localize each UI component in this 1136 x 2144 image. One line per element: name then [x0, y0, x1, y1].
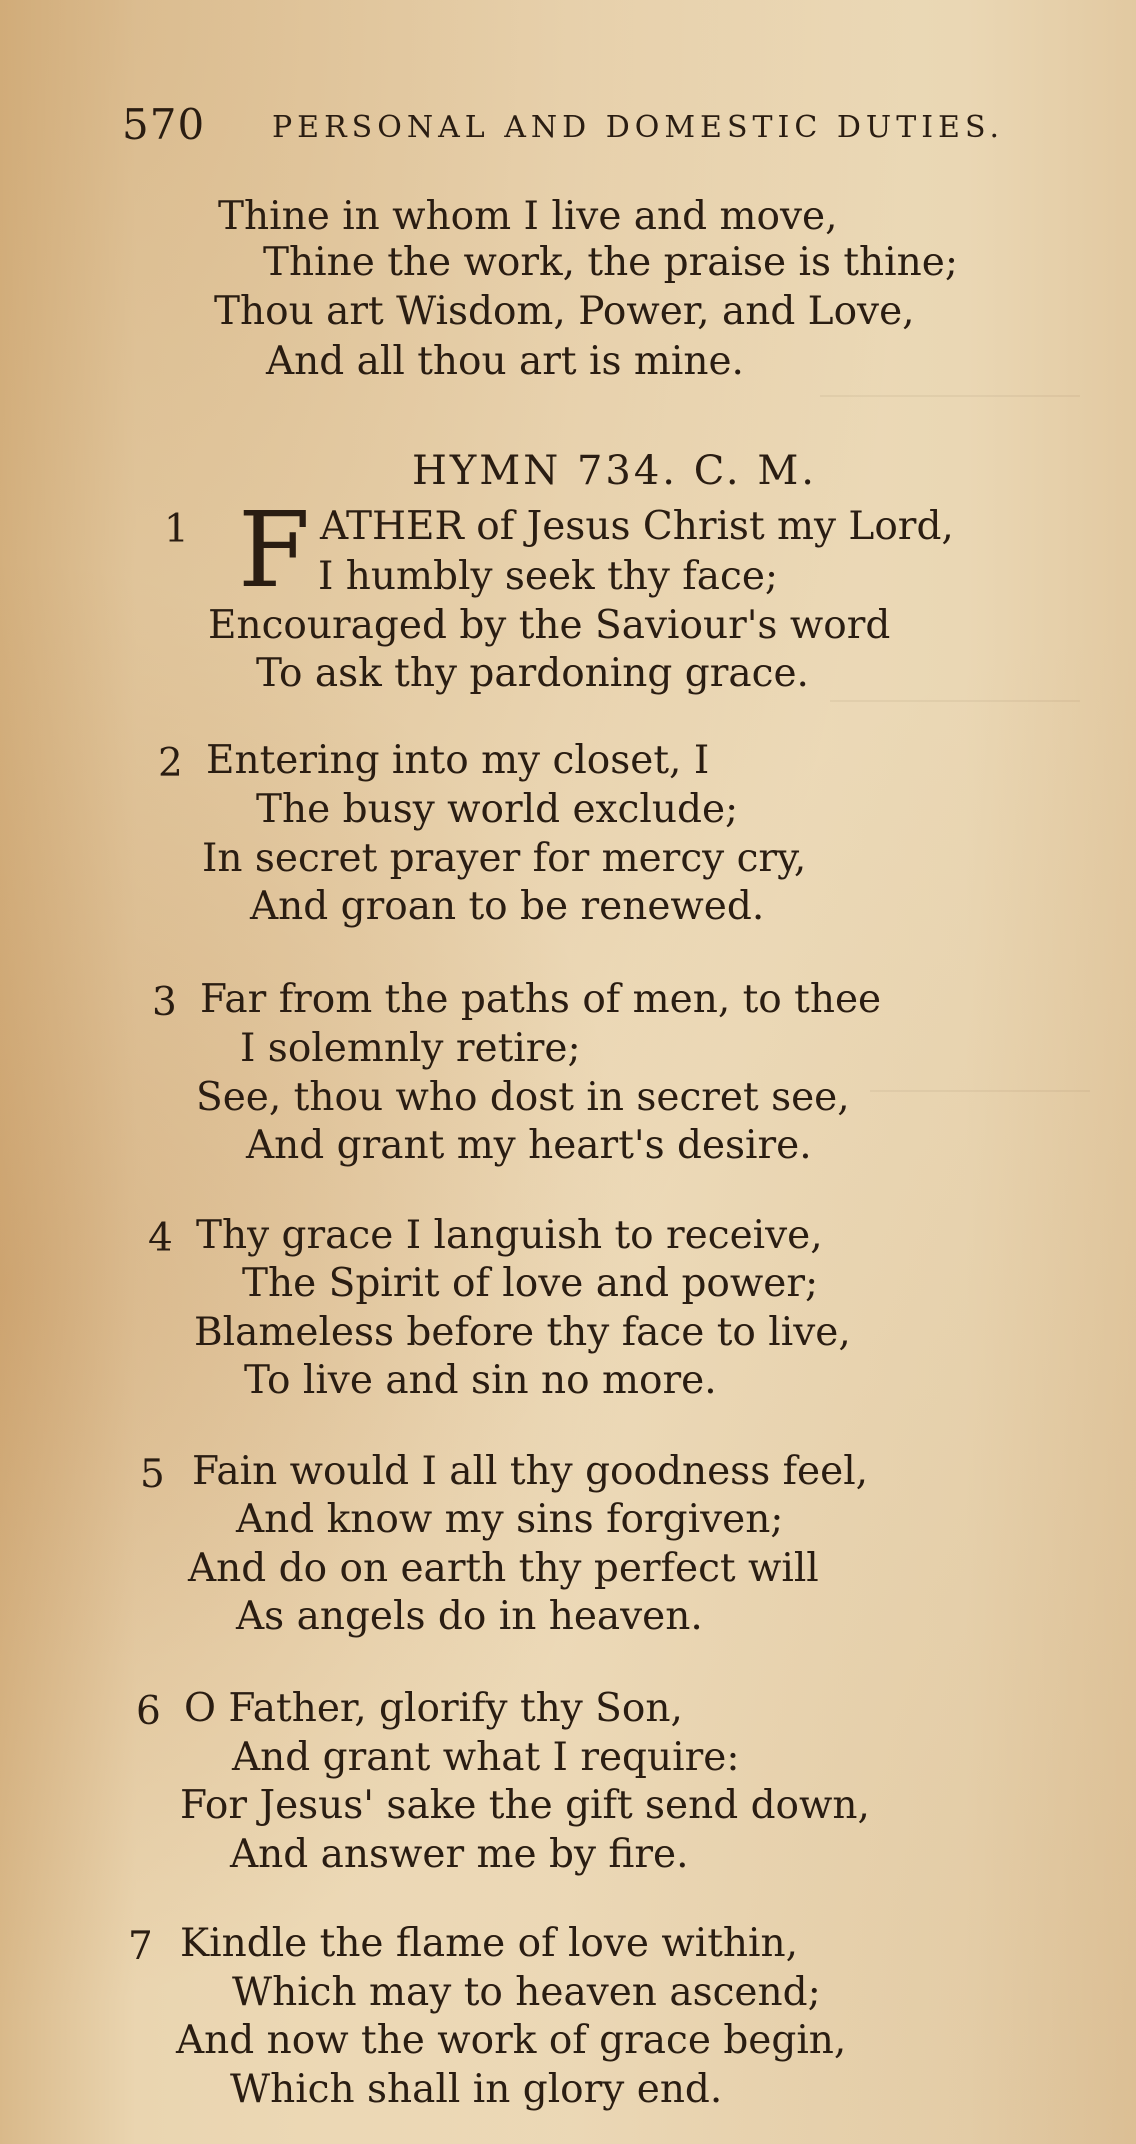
verse-number: 3	[152, 980, 177, 1025]
bleed-through-texture	[870, 1090, 1090, 1132]
verse-line: And groan to be renewed.	[250, 884, 765, 929]
verse-line: And know my sins forgiven;	[236, 1497, 784, 1542]
verse-number: 2	[158, 741, 183, 786]
verse-line: And do on earth thy perfect will	[188, 1546, 819, 1591]
stanza-line: Thine the work, the praise is thine;	[263, 240, 958, 285]
verse-line: To live and sin no more.	[244, 1358, 717, 1403]
verse-line: Which shall in glory end.	[230, 2067, 723, 2112]
verse-line: Blameless before thy face to live,	[194, 1310, 851, 1355]
stanza-line: Thine in whom I live and move,	[218, 194, 838, 239]
verse-line: To ask thy pardoning grace.	[256, 651, 809, 696]
page-header	[122, 100, 1072, 160]
verse-number: 6	[136, 1689, 161, 1734]
verse-line: In secret prayer for mercy cry,	[202, 836, 807, 881]
verse-line: I solemnly retire;	[240, 1026, 581, 1071]
verse-line: Entering into my closet, I	[206, 738, 710, 783]
verse-line: And grant my heart's desire.	[246, 1123, 812, 1168]
bleed-through-texture	[830, 700, 1080, 742]
verse-line: The Spirit of love and power;	[242, 1261, 819, 1306]
verse-number: 1	[164, 507, 189, 552]
drop-cap: F	[238, 489, 311, 611]
verse-line: The busy world exclude;	[256, 787, 739, 832]
verse-line: And now the work of grace begin,	[176, 2018, 847, 2063]
verse-line: And answer me by fire.	[230, 1832, 689, 1877]
verse-line: Fain would I all thy goodness feel,	[192, 1449, 869, 1494]
verse-line: As angels do in heaven.	[236, 1594, 703, 1639]
hymn-title: HYMN 734. C. M.	[412, 448, 818, 494]
verse-line: ATHER of Jesus Christ my Lord,	[320, 504, 954, 549]
running-title: PERSONAL AND DOMESTIC DUTIES.	[272, 110, 1004, 145]
verse-line: And grant what I require:	[232, 1735, 740, 1780]
verse-line: Kindle the flame of love within,	[180, 1921, 799, 1966]
verse-line: Thy grace I languish to receive,	[196, 1213, 823, 1258]
verse-number: 5	[140, 1452, 165, 1497]
stanza-line: Thou art Wisdom, Power, and Love,	[214, 289, 915, 334]
verse-number: 4	[148, 1216, 173, 1261]
verse-number: 7	[128, 1924, 153, 1969]
bleed-through-texture	[820, 395, 1080, 437]
verse-line: Encouraged by the Saviour's word	[208, 603, 891, 648]
stanza-line: And all thou art is mine.	[266, 339, 744, 384]
verse-line: Far from the paths of men, to thee	[200, 977, 882, 1022]
verse-line: I humbly seek thy face;	[318, 554, 779, 599]
verse-line: O Father, glorify thy Son,	[184, 1686, 683, 1731]
verse-line: For Jesus' sake the gift send down,	[180, 1783, 870, 1828]
verse-line: Which may to heaven ascend;	[232, 1970, 821, 2015]
page-number: 570	[122, 100, 206, 149]
verse-line: See, thou who dost in secret see,	[196, 1075, 850, 1120]
